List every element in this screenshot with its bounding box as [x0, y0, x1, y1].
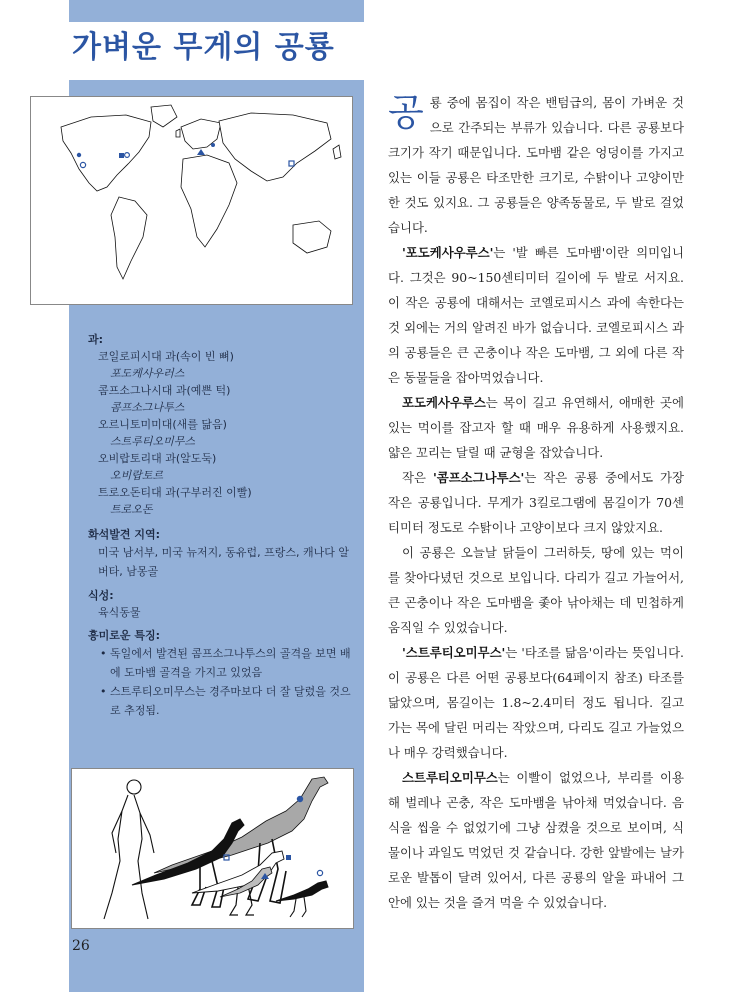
bold-term: 스트루티오미무스: [402, 770, 498, 785]
size-comparison-svg: [72, 769, 353, 928]
genus-name: 트로오돈: [110, 503, 153, 516]
page-number: 26: [72, 938, 90, 954]
paragraph: [388, 465, 684, 540]
paragraph: [388, 640, 684, 765]
family-name: 코일로피시대 과(속이 빈 뼈): [98, 350, 234, 363]
paragraph: [388, 240, 684, 390]
paragraph: [388, 90, 684, 240]
diet-text: 육식동물: [98, 606, 141, 619]
family-name: 콤프소그나시대 과(예쁜 턱): [98, 384, 231, 397]
genus-name: 콤프소그나투스: [110, 401, 185, 414]
paragraph: [388, 390, 684, 465]
paragraph-text: 는 이빨이 없었으나, 부리를 이용해 벌레나 곤충, 작은 도마뱀을 낚아채 먹었습니다. 음식을 씹을 수 없었기에 그냥 삼켰을 것으로 보이며, 식물이나 과일도 먹었던 것 같습니다. 강한 앞발에는 날카로운 발톱이 달려 있어서, 다른 공룡의 알을 파내어 그 안에 있는 것을 즐겨 먹을 수 있었습니다.: [388, 770, 684, 910]
family-name: 트로오돈티대 과(구부러진 이빨): [98, 486, 252, 499]
bold-term: '콤프소그나투스': [432, 470, 525, 485]
diet-heading: 식성:: [88, 589, 114, 602]
paragraph-text: 는 '발 빠른 도마뱀'이란 의미입니다. 그것은 90~150센티미터 길이에 두 발로 서지요. 이 작은 공룡에 대해서는 코엘로피시스 과에 속한다는 것 외에는 거의 알려진 바가 없습니다. 코엘로피시스 과의 공룡들은 큰 곤충이나 작은 도마뱀, 그 외에 다른 작은 동물들을 잡아먹었습니다.: [388, 245, 684, 385]
fossil-text: 미국 남서부, 미국 뉴저지, 동유럽, 프랑스, 캐나다 알버타, 남몽골: [98, 546, 349, 578]
bold-term: '포도케사우루스': [402, 245, 494, 260]
feature-item: • 스트루티오미무스는 경주마보다 더 잘 달렸을 것으로 추정됨.: [100, 685, 351, 717]
article-body: [388, 90, 684, 915]
paragraph-text: 룡 중에 몸집이 작은 밴텀급의, 몸이 가벼운 것으로 간주되는 부류가 있습니다. 다른 공룡보다 크기가 작기 때문입니다. 도마뱀 같은 엉덩이를 가지고 있는 이들 공룡은 타조만한 크기로, 수탉이나 고양이만한 것도 있지요. 그 공룡들은 양족동물로, 두 발로 걸었습니다.: [388, 95, 684, 235]
paragraph: [388, 765, 684, 915]
paragraph-text: 는 작은 공룡 중에서도 가장 작은 공룡입니다. 무게가 3킬로그램에 몸길이가 70센티미터 정도로 수탉이나 고양이보다 크지 않았지요.: [388, 470, 684, 535]
paragraph-text: 작은: [402, 470, 433, 485]
drop-cap: 공: [388, 91, 424, 134]
fossil-heading: 화석발견 지역:: [88, 528, 160, 541]
world-map: [30, 96, 353, 305]
size-comparison-illustration: [71, 768, 354, 929]
family-name: 오르니토미미대(새를 닮음): [98, 418, 227, 431]
family-name: 오비랍토리대 과(알도둑): [98, 452, 217, 465]
genus-name: 스트루티오미무스: [110, 435, 196, 448]
feature-heading: 흥미로운 특징:: [88, 629, 160, 642]
bold-term: '스트루티오미무스': [402, 645, 506, 660]
feature-item: • 독일에서 발견된 콤프소그나투스의 골격을 보면 배에 도마뱀 골격을 가지고 있었음: [100, 647, 351, 679]
paragraph-text: 이 공룡은 오늘날 닭들이 그러하듯, 땅에 있는 먹이를 찾아다녔던 것으로 보입니다. 다리가 길고 가늘어서, 큰 곤충이나 작은 도마뱀을 좇아 낚아채는 데 민첩하게 움직일 수 있었습니다.: [388, 545, 684, 635]
paragraph: [388, 540, 684, 640]
family-heading: 과:: [88, 333, 104, 346]
genus-name: 포도케사우러스: [110, 367, 185, 380]
bold-term: 포도케사우루스: [402, 395, 486, 410]
paragraph-text: 는 목이 길고 유연해서, 애매한 곳에 있는 먹이를 잡고자 할 때 매우 유용하게 사용했지요. 얇은 꼬리는 달릴 때 균형을 잡았습니다.: [388, 395, 684, 460]
genus-name: 오비랍토르: [110, 469, 164, 482]
dinosaur-info: [88, 327, 358, 720]
paragraph-text: 는 '타조를 닮음'이라는 뜻입니다. 이 공룡은 다른 어떤 공룡보다(64페이지 참조) 타조를 닮았으며, 몸길이는 1.8~2.4미터 정도 됩니다. 길고 가는 목에 달린 머리는 작았으며, 다리도 길고 가늘었으나 매우 강력했습니다.: [388, 645, 684, 760]
world-map-svg: [31, 97, 352, 304]
page-title: 가벼운 무게의 공룡: [72, 30, 335, 65]
